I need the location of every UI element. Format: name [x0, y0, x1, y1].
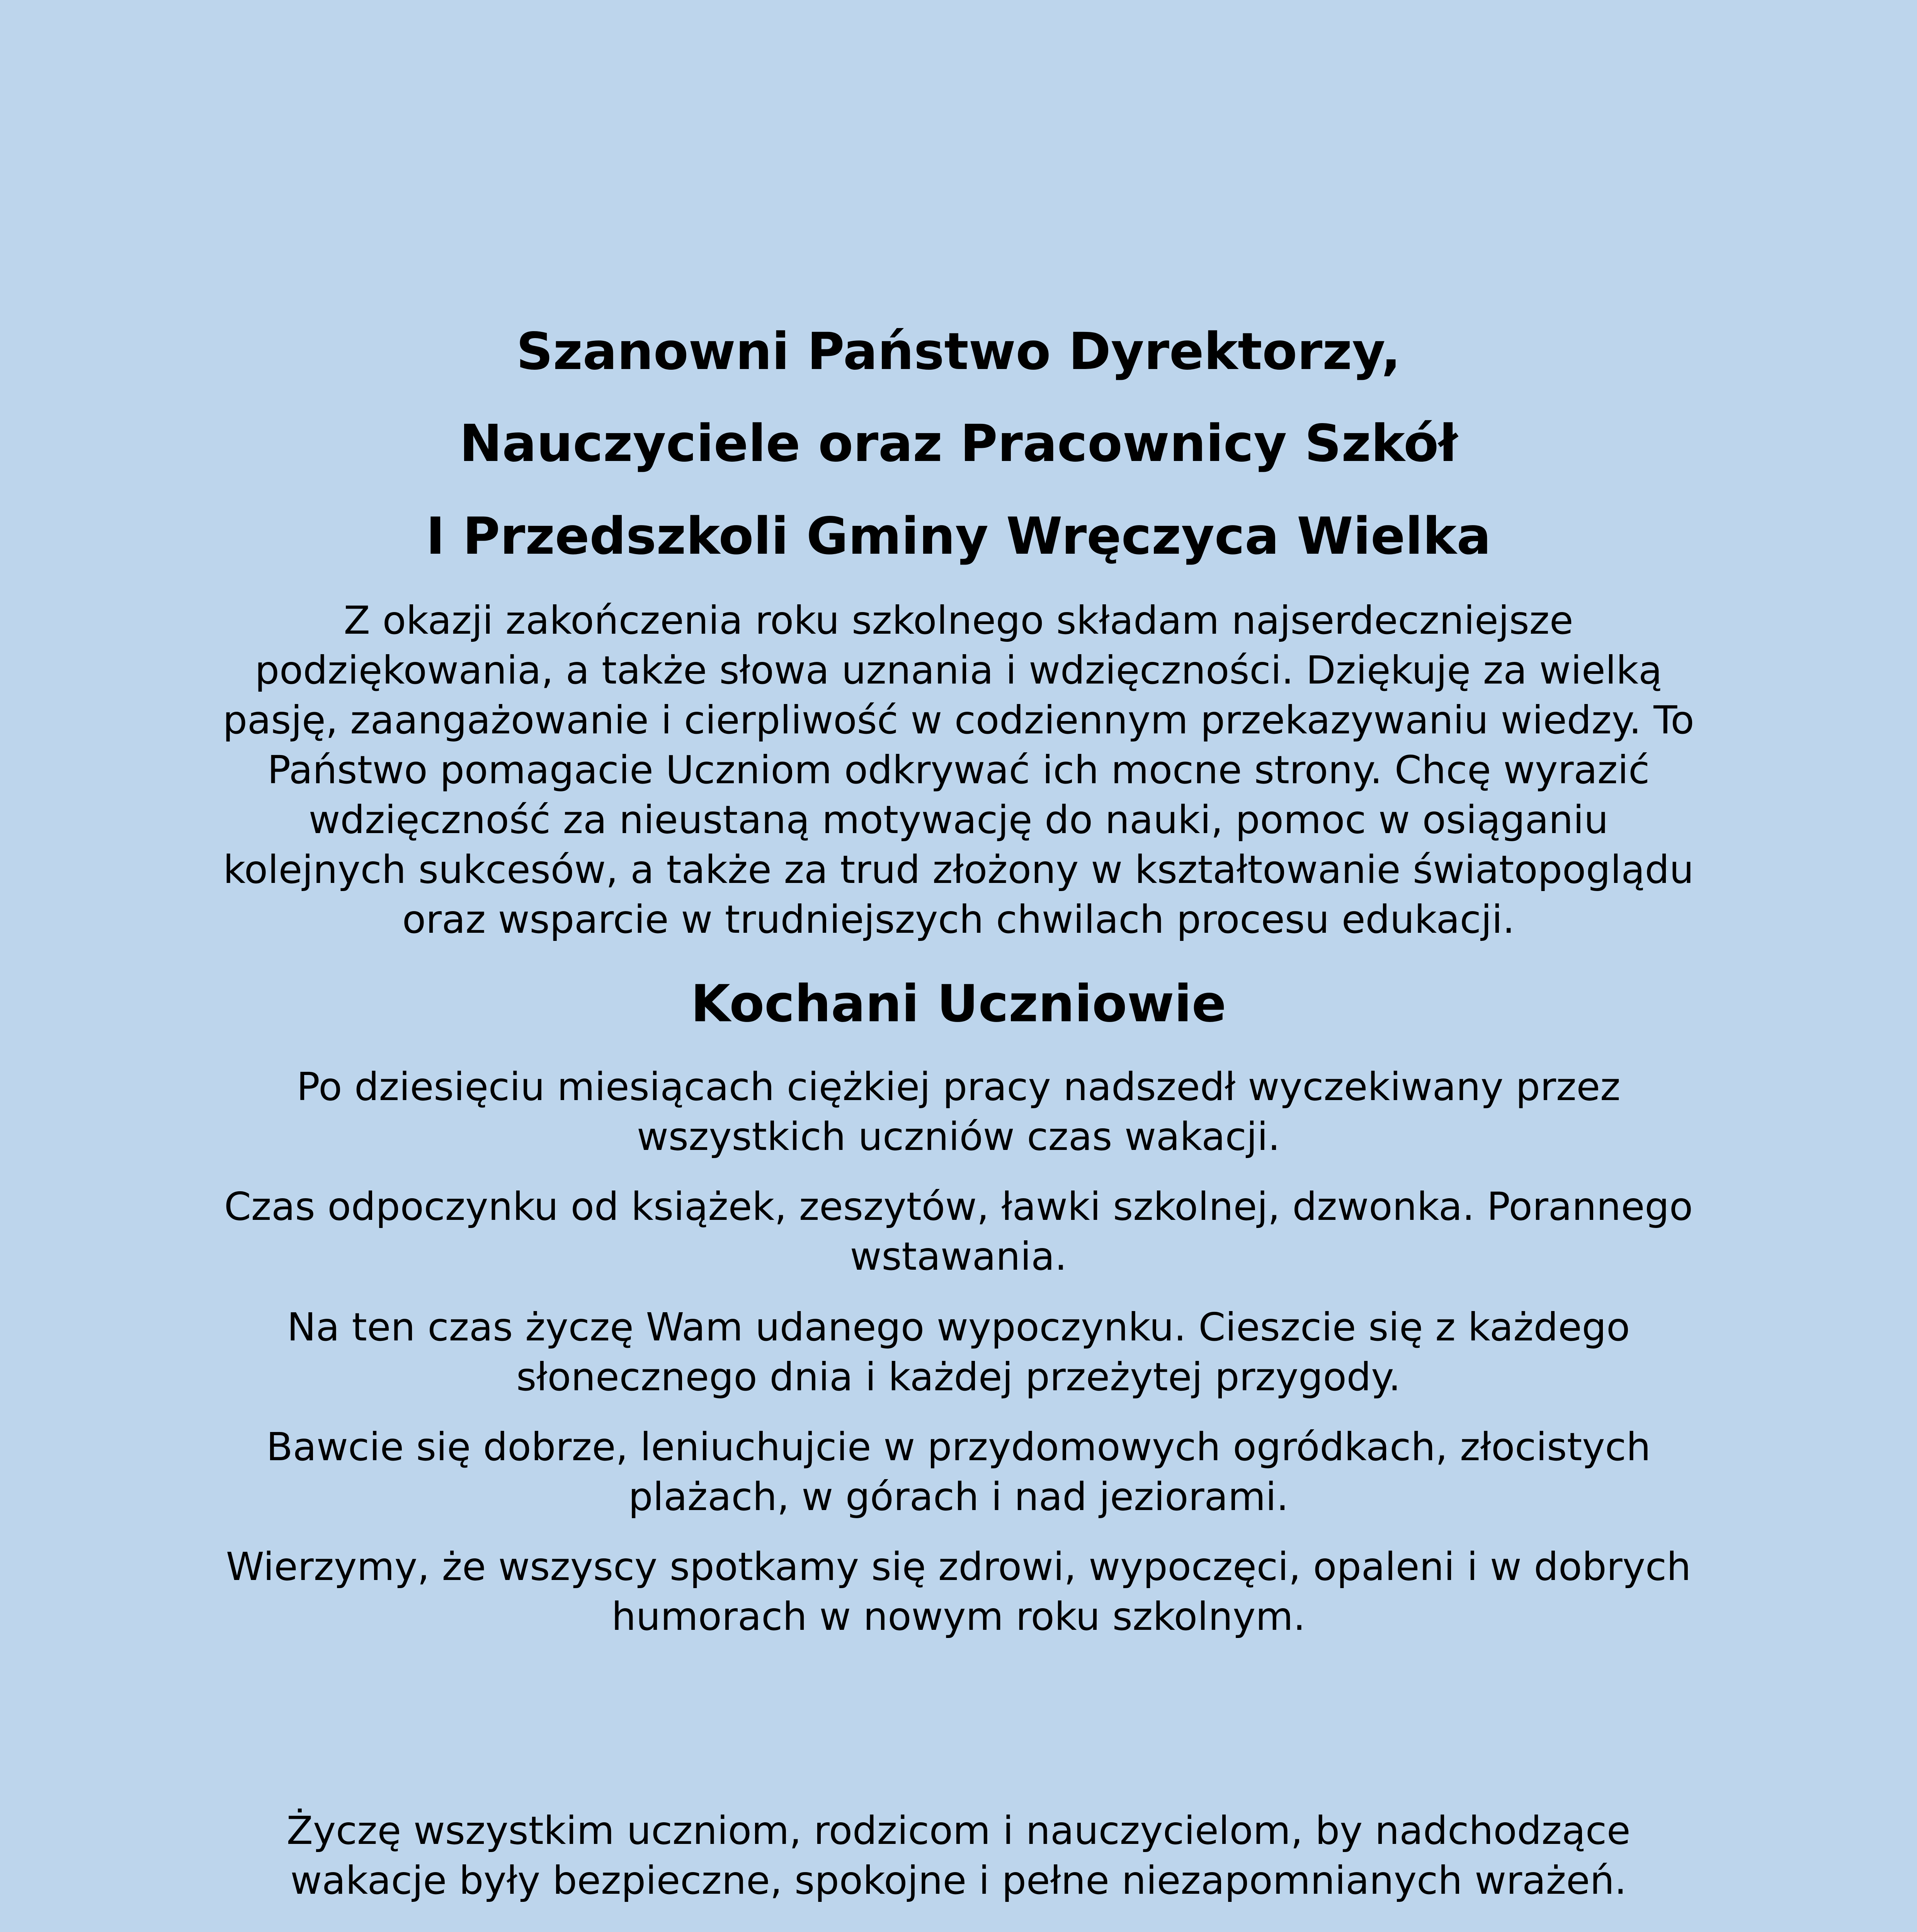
greeting-line-2: Nauczyciele oraz Pracownicy Szkół [459, 414, 1458, 473]
greeting-line-1: Szanowni Państwo Dyrektorzy, [516, 322, 1401, 381]
student-paragraph: Po dziesięciu miesiącach ciężkiej pracy nadszedł wyczekiwany przez wszystkich uczniów czas wakacji. [296, 1064, 1621, 1159]
greeting-line-3: I Przedszkoli Gminy Wręczyca Wielka [426, 507, 1491, 566]
student-paragraph: Na ten czas życzę Wam udanego wypoczynku. Cieszcie się z każdego słonecznego dnia i każdej przeżytej przygody. [287, 1304, 1630, 1400]
student-paragraph: Bawcie się dobrze, leniuchujcie w przydomowych ogródkach, złocistych plażach, w górach i nad jeziorami. [266, 1424, 1651, 1519]
student-paragraph: Czas odpoczynku od książek, zeszytów, ławki szkolnej, dzwonka. Porannego wstawania. [224, 1184, 1693, 1279]
student-paragraph: Wierzymy, że wszyscy spotkamy się zdrowi, wypoczęci, opaleni i w dobrych humorach w nowym roku szkolnym. [226, 1544, 1691, 1639]
students-heading: Kochani Uczniowie [691, 974, 1226, 1034]
staff-message: Z okazji zakończenia roku szkolnego składam najserdeczniejsze podziękowania, a także słowa uznania i wdzięczności. Dziękuję za wielką pasję, zaangażowanie i cierpliwość w codziennym przekazywaniu wiedzy. To Państwo pomagacie Uczniom odkrywać ich mocne strony. Chcę wyrazić wdzięczność za nieustaną motywację do nauki, pomoc w osiąganiu kolejnych sukcesów, a także za trud złożony w kształtowanie światopoglądu oraz wsparcie w trudniejszych chwilach procesu edukacji. [223, 598, 1694, 942]
closing-wish: Życzę wszystkim uczniom, rodzicom i nauczycielom, by nadchodzące wakacje były bezpieczne, spokojne i pełne niezapomnianych wrażeń. [286, 1808, 1631, 1903]
